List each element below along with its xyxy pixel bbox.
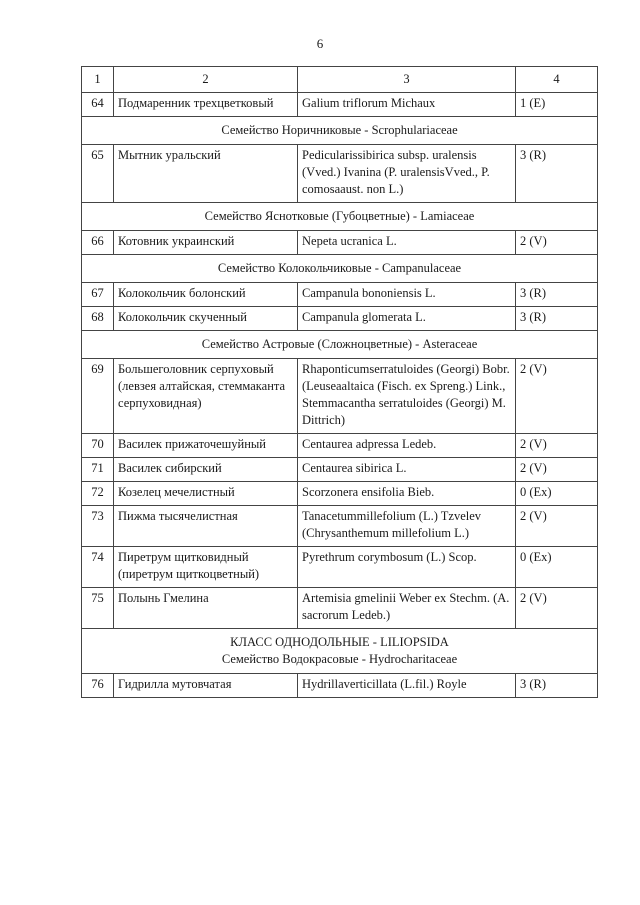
status-category: 0 (Ex) (516, 482, 598, 506)
latin-name: Tanacetummillefolium (L.) Tzvelev (Chrysanthemum millefolium L.) (298, 506, 516, 547)
table-row (82, 283, 598, 307)
latin-name: Centaurea sibirica L. (298, 458, 516, 482)
russian-name: Колокольчик болонский (114, 283, 298, 307)
species-number: 71 (82, 458, 114, 482)
table-row (82, 434, 598, 458)
status-category: 2 (V) (516, 359, 598, 434)
table-header-row (82, 67, 598, 93)
table-row (82, 482, 598, 506)
species-number: 67 (82, 283, 114, 307)
status-category: 2 (V) (516, 434, 598, 458)
table-row (82, 145, 598, 203)
family-heading (82, 331, 598, 359)
table-row (82, 458, 598, 482)
species-number: 74 (82, 547, 114, 588)
species-number: 69 (82, 359, 114, 434)
family-heading-line: Семейство Яснотковые (Губоцветные) - Lamiaceae (204, 209, 475, 223)
latin-name: Centaurea adpressa Ledeb. (298, 434, 516, 458)
latin-name: Scorzonera ensifolia Bieb. (298, 482, 516, 506)
family-heading-line: Семейство Колокольчиковые - Campanulaceae (217, 261, 462, 275)
species-number: 72 (82, 482, 114, 506)
status-category: 3 (R) (516, 307, 598, 331)
russian-name: Котовник украинский (114, 231, 298, 255)
status-category: 3 (R) (516, 145, 598, 203)
russian-name: Козелец мечелистный (114, 482, 298, 506)
latin-name: Pyrethrum corymbosum (L.) Scop. (298, 547, 516, 588)
header-col-4: 4 (516, 67, 598, 93)
species-number: 66 (82, 231, 114, 255)
status-category: 2 (V) (516, 458, 598, 482)
status-category: 1 (E) (516, 93, 598, 117)
family-heading-line: Семейство Водокрасовые - Hydrocharitaceae (221, 652, 458, 666)
latin-name: Nepeta ucranica L. (298, 231, 516, 255)
latin-name: Campanula glomerata L. (298, 307, 516, 331)
species-number: 75 (82, 588, 114, 629)
table-row (82, 231, 598, 255)
latin-name: Hydrillaverticillata (L.fil.) Royle (298, 674, 516, 698)
status-category: 3 (R) (516, 674, 598, 698)
russian-name: Пиретрум щитковидный (пиретрум щиткоцветный) (114, 547, 298, 588)
family-heading (82, 117, 598, 145)
status-category: 0 (Ex) (516, 547, 598, 588)
latin-name: Galium triflorum Michaux (298, 93, 516, 117)
family-row (82, 331, 598, 359)
table-row (82, 588, 598, 629)
russian-name: Большеголовник серпуховый (левзея алтайская, стеммаканта серпуховидная) (114, 359, 298, 434)
russian-name: Мытник уральский (114, 145, 298, 203)
latin-name: Rhaponticumserratuloides (Georgi) Bobr. (Leuseaaltaica (Fisch. ex Spreng.) Link., Stemmacantha serratuloides (Georgi) M. Dittrich) (298, 359, 516, 434)
family-row (82, 117, 598, 145)
family-row (82, 203, 598, 231)
status-category: 2 (V) (516, 588, 598, 629)
table-row (82, 359, 598, 434)
table-row (82, 506, 598, 547)
russian-name: Колокольчик скученный (114, 307, 298, 331)
family-row (82, 629, 598, 674)
russian-name: Василек прижаточешуйный (114, 434, 298, 458)
status-category: 2 (V) (516, 231, 598, 255)
species-number: 68 (82, 307, 114, 331)
family-heading-line: КЛАСС ОДНОДОЛЬНЫЕ - LILIOPSIDA (230, 635, 449, 649)
family-row (82, 255, 598, 283)
species-number: 73 (82, 506, 114, 547)
header-col-3: 3 (298, 67, 516, 93)
table-row (82, 674, 598, 698)
status-category: 2 (V) (516, 506, 598, 547)
species-number: 64 (82, 93, 114, 117)
family-heading (82, 203, 598, 231)
species-number: 76 (82, 674, 114, 698)
status-category: 3 (R) (516, 283, 598, 307)
latin-name: Campanula bononiensis L. (298, 283, 516, 307)
table-row (82, 93, 598, 117)
species-number: 70 (82, 434, 114, 458)
russian-name: Гидрилла мутовчатая (114, 674, 298, 698)
latin-name: Artemisia gmelinii Weber ex Stechm. (A. sacrorum Ledeb.) (298, 588, 516, 629)
family-heading-line: Семейство Норичниковые - Scrophulariaceae (221, 123, 458, 137)
russian-name: Пижма тысячелистная (114, 506, 298, 547)
species-table-body (82, 67, 598, 698)
table-row (82, 547, 598, 588)
table-row (82, 307, 598, 331)
russian-name: Василек сибирский (114, 458, 298, 482)
header-col-1: 1 (82, 67, 114, 93)
family-heading (82, 629, 598, 674)
family-heading-line: Семейство Астровые (Сложноцветные) - Asteraceae (201, 337, 478, 351)
header-col-2: 2 (114, 67, 298, 93)
russian-name: Полынь Гмелина (114, 588, 298, 629)
species-table (81, 66, 598, 698)
species-number: 65 (82, 145, 114, 203)
latin-name: Pedicularissibirica subsp. uralensis (Vved.) Ivanina (P. uralensisVved., P. comosaaust. non L.) (298, 145, 516, 203)
family-heading (82, 255, 598, 283)
russian-name: Подмаренник трехцветковый (114, 93, 298, 117)
page-number: 6 (316, 36, 324, 51)
